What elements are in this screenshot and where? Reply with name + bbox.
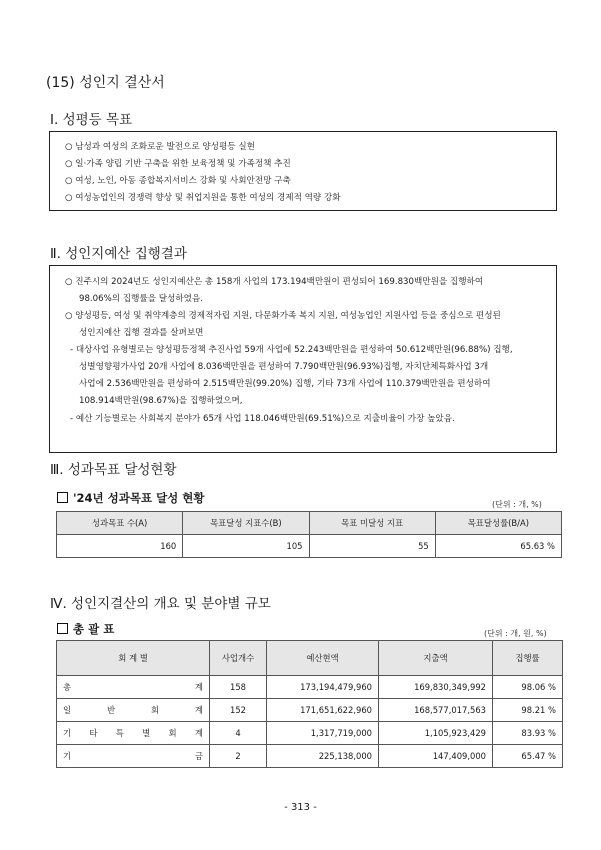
page-title: (15) 성인지 결산서 <box>46 75 165 91</box>
goal-item: ○ 남성과 여성의 조화로운 발전으로 양성평등 실현 <box>65 142 255 152</box>
section4-heading: Ⅳ. 성인지결산의 개요 및 분야별 규모 <box>50 596 271 612</box>
label-char: 회 <box>168 728 177 738</box>
summary-header: 회 계 별 <box>57 641 210 676</box>
label-char: 특 <box>115 728 124 738</box>
summary-header: 지출액 <box>379 641 493 676</box>
summary-row-label <box>57 745 210 768</box>
summary-cell: 98.06 % <box>493 676 563 699</box>
result-line: - 대상사업 유형별로는 양성평등정책 추진사업 59개 사업에 52.243백만원을 편성하여 50.612백만원(96.88%) 집행, <box>70 345 513 355</box>
label-char: 기 <box>63 728 72 738</box>
label-char: 계 <box>194 682 203 692</box>
label-char: 일 <box>63 705 72 715</box>
summary-cell: 158 <box>210 676 267 699</box>
summary-cell: 173,194,479,960 <box>267 676 379 699</box>
summary-cell: 147,409,000 <box>379 745 493 768</box>
summary-cell: 171,651,622,960 <box>267 699 379 722</box>
label-char: 금 <box>194 751 203 761</box>
performance-cell: 55 <box>309 535 435 558</box>
summary-header: 예산현액 <box>267 641 379 676</box>
section3-heading: Ⅲ. 성과목표 달성현황 <box>50 462 177 478</box>
performance-cell: 105 <box>183 535 309 558</box>
goal-item: ○ 여성, 노인, 아동 종합복지서비스 강화 및 사회안전망 구축 <box>65 176 291 186</box>
performance-cell: 160 <box>57 535 183 558</box>
summary-cell: 65.47 % <box>493 745 563 768</box>
summary-cell: 98.21 % <box>493 699 563 722</box>
summary-cell: 225,138,000 <box>267 745 379 768</box>
label-char: 반 <box>106 705 116 715</box>
summary-cell: 2 <box>210 745 267 768</box>
summary-row-label <box>57 676 210 699</box>
result-line: 성별영향평가사업 20개 사업에 8.036백만원을 편성하여 7.790백만원(96.93%)집행, 자치단체특화사업 3개 <box>79 362 489 372</box>
label-char: 총 <box>63 682 72 692</box>
summary-subheading-text: 총 괄 표 <box>73 622 115 636</box>
section1-heading: Ⅰ. 성평등 목표 <box>50 112 133 128</box>
performance-cell: 65.63 % <box>435 535 561 558</box>
checkbox-square-icon <box>57 623 68 634</box>
performance-header: 목표 미달성 지표 <box>309 512 435 535</box>
performance-subheading <box>57 490 205 506</box>
section2-heading: Ⅱ. 성인지예산 집행결과 <box>50 246 187 262</box>
performance-header: 목표달성률(B/A) <box>435 512 561 535</box>
summary-cell: 168,577,017,563 <box>379 699 493 722</box>
summary-cell: 83.93 % <box>493 722 563 745</box>
summary-row-label <box>57 699 210 722</box>
summary-cell: 4 <box>210 722 267 745</box>
results-box <box>49 265 557 453</box>
result-line: 98.06%의 집행률을 달성하였음. <box>79 294 203 304</box>
goal-item: ○ 여성농업인의 경쟁력 향상 및 취업지원을 통한 여성의 경제적 역량 강화 <box>65 193 341 203</box>
performance-header: 목표달성 지표수(B) <box>183 512 309 535</box>
summary-cell: 152 <box>210 699 267 722</box>
label-char: 타 <box>89 728 98 738</box>
summary-table <box>56 640 563 768</box>
performance-header: 성과목표 수(A) <box>57 512 183 535</box>
checkbox-square-icon <box>57 492 68 503</box>
result-line: - 예산 기능별로는 사회복지 분야가 65개 사업 118.046백만원(69.51%)으로 지출비율이 가장 높았음. <box>70 414 455 424</box>
summary-cell: 1,317,719,000 <box>267 722 379 745</box>
label-char: 별 <box>142 728 151 738</box>
result-line: 성인지예산 집행 결과를 살펴보면 <box>79 328 204 338</box>
label-char: 기 <box>63 751 72 761</box>
result-line: ○ 양성평등, 여성 및 취약계층의 경제적자립 지원, 다문화가족 복지 지원, 여성농업인 지원사업 등을 중심으로 편성된 <box>65 311 501 321</box>
summary-row-label <box>57 722 210 745</box>
label-char: 계 <box>194 728 203 738</box>
goals-box <box>49 131 557 211</box>
performance-table <box>56 511 562 558</box>
label-char: 회 <box>150 705 160 715</box>
summary-cell: 1,105,923,429 <box>379 722 493 745</box>
summary-header: 사업개수 <box>210 641 267 676</box>
result-line: 108.914백만원(98.67%)을 집행하였으며, <box>79 396 243 406</box>
performance-subheading-text: '24년 성과목표 달성 현황 <box>73 491 205 505</box>
summary-cell: 169,830,349,992 <box>379 676 493 699</box>
result-line: 사업에 2.536백만원을 편성하여 2.515백만원(99.20%) 집행, 기타 73개 사업에 110.379백만원을 편성하여 <box>79 379 491 389</box>
result-line: ○ 진주시의 2024년도 성인지예산은 총 158개 사업의 173.194백만원이 편성되어 169.830백만원을 집행하여 <box>65 277 484 287</box>
summary-header: 집행률 <box>493 641 563 676</box>
page-number: - 313 - <box>284 802 317 813</box>
goal-item: ○ 일·가족 양립 기반 구축을 위한 보육정책 및 가족정책 추진 <box>65 159 291 169</box>
label-char: 계 <box>194 705 203 715</box>
summary-subheading <box>57 621 114 637</box>
performance-unit: (단위 : 개, %) <box>492 500 542 509</box>
summary-unit: (단위 : 개, 원, %) <box>484 629 547 638</box>
